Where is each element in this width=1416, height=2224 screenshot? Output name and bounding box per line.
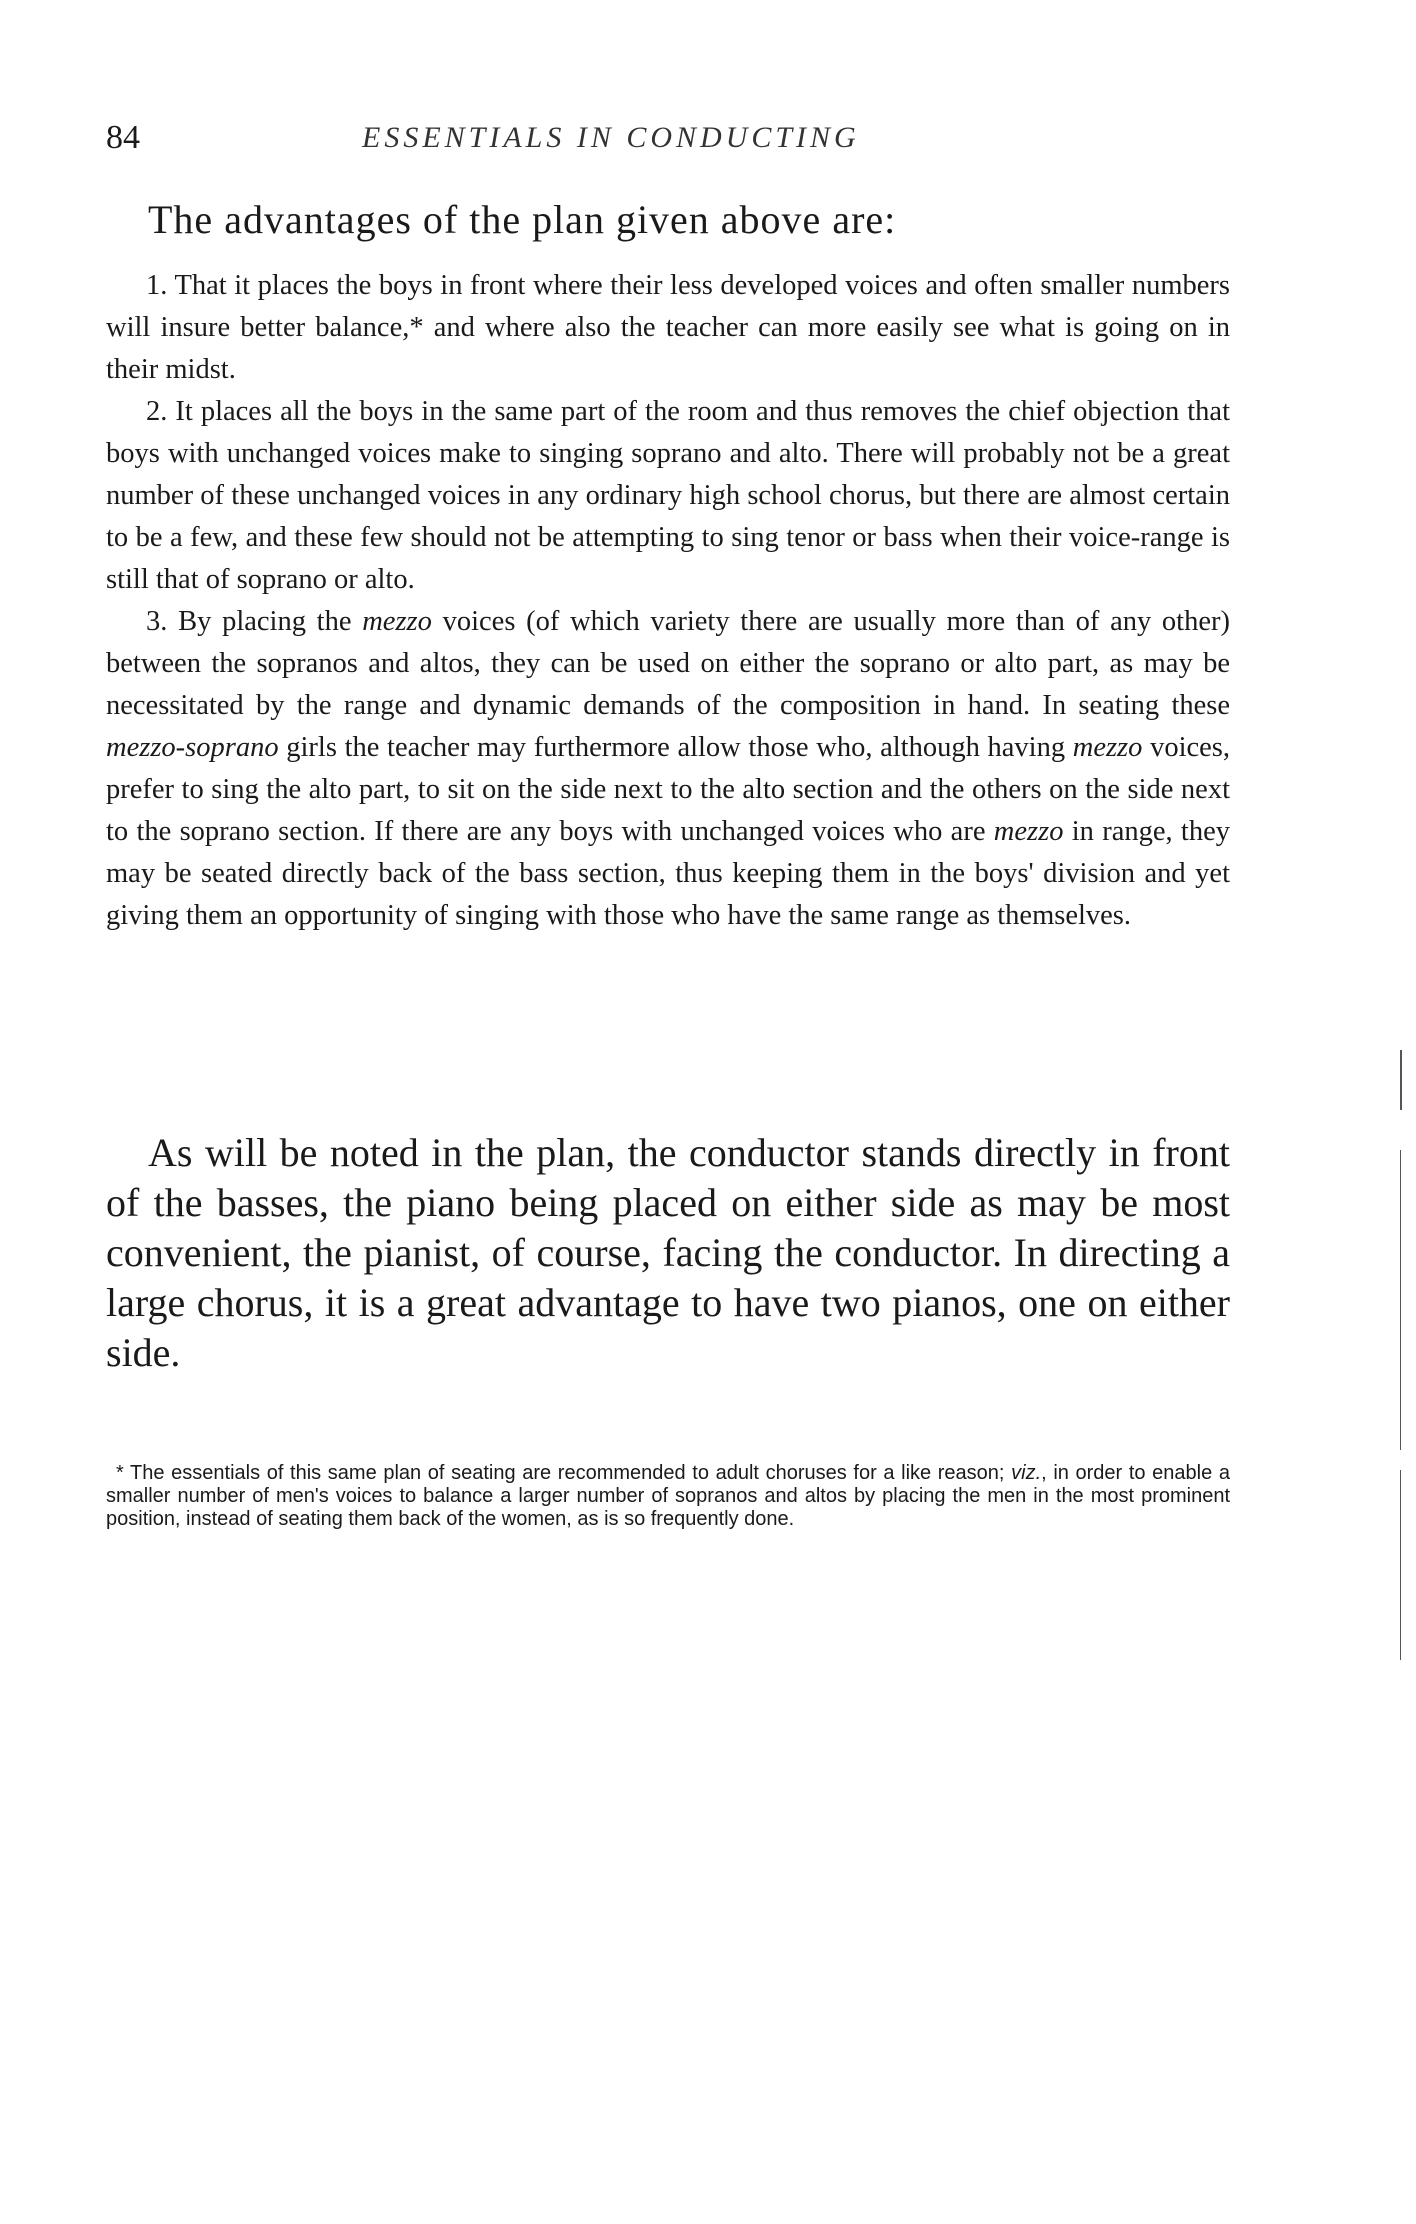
scan-margin-line <box>1400 1050 1402 1110</box>
mezzo-soprano-term: mezzo-soprano <box>106 732 279 763</box>
scan-margin-line <box>1400 1470 1401 1660</box>
point-3-text: girls the teacher may furthermore allow those who, although having <box>278 732 1073 763</box>
section-heading: The advantages of the plan given above are: <box>148 197 897 242</box>
page-number: 84 <box>106 119 140 156</box>
running-title: ESSENTIALS IN CONDUCTING <box>362 121 860 154</box>
large-paragraph <box>106 1128 1230 1378</box>
mezzo-term: mezzo <box>993 816 1064 847</box>
scan-margin-line <box>1400 1150 1401 1450</box>
footnote <box>106 1462 1230 1531</box>
point-3-text: 3. By placing the <box>146 606 363 637</box>
footnote-text <box>106 1462 1230 1531</box>
point-2: 2. It places all the boys in the same part of the room and thus removes the chief objection that boys with unchanged voices make to singing soprano and alto. There will probably not be a great number of these unchanged voices in any ordinary high school chorus, but there are almost certain to be a few, and these few should not be attempting to sing tenor or bass when their voice-range is still that of soprano or alto. <box>106 396 1230 595</box>
point-3-text: in range, they may be seated directly back of the bass section, thus keeping them in the boys' division and yet giving them an opportunity of singing with those who have the same range as themselves. <box>106 816 1231 931</box>
point-3-text: voices (of which variety there are usually more than of any other) between the sopranos and altos, they can be used on either the soprano or alto part, as may be necessitated by the range and dynamic demands of the composition in hand. In seating these <box>106 606 1230 721</box>
footnote-segment: * The essentials of this same plan of seating are recommended to adult choruses for a like reason; <box>116 1462 1012 1484</box>
point-3 <box>106 601 1230 937</box>
mezzo-term: mezzo <box>362 606 432 637</box>
footnote-segment: , in order to enable a smaller number of men's voices to balance a larger number of sopranos and altos by placing the men in the most prominent position, instead of seating them back of the women, as is so frequently done. <box>106 1462 1230 1530</box>
numbered-points <box>106 265 1230 937</box>
viz-abbreviation: viz. <box>1011 1462 1042 1484</box>
point-1: 1. That it places the boys in front where their less developed voices and often smaller numbers will insure better balance,* and where also the teacher can more easily see what is going on in their midst. <box>106 270 1230 385</box>
large-paragraph-text: As will be noted in the plan, the conductor stands directly in front of the basses, the piano being placed on either side as may be most convenient, the pianist, of course, facing the conductor. In directing a large chorus, it is a great advantage to have two pianos, one on either side. <box>106 1130 1230 1375</box>
point-3-text: voices, prefer to sing the alto part, to sit on the side next to the alto section and the others on the side next to the soprano section. If there are any boys with unchanged voices who are <box>106 732 1230 847</box>
mezzo-term: mezzo <box>1072 732 1143 763</box>
page-header <box>106 118 986 158</box>
